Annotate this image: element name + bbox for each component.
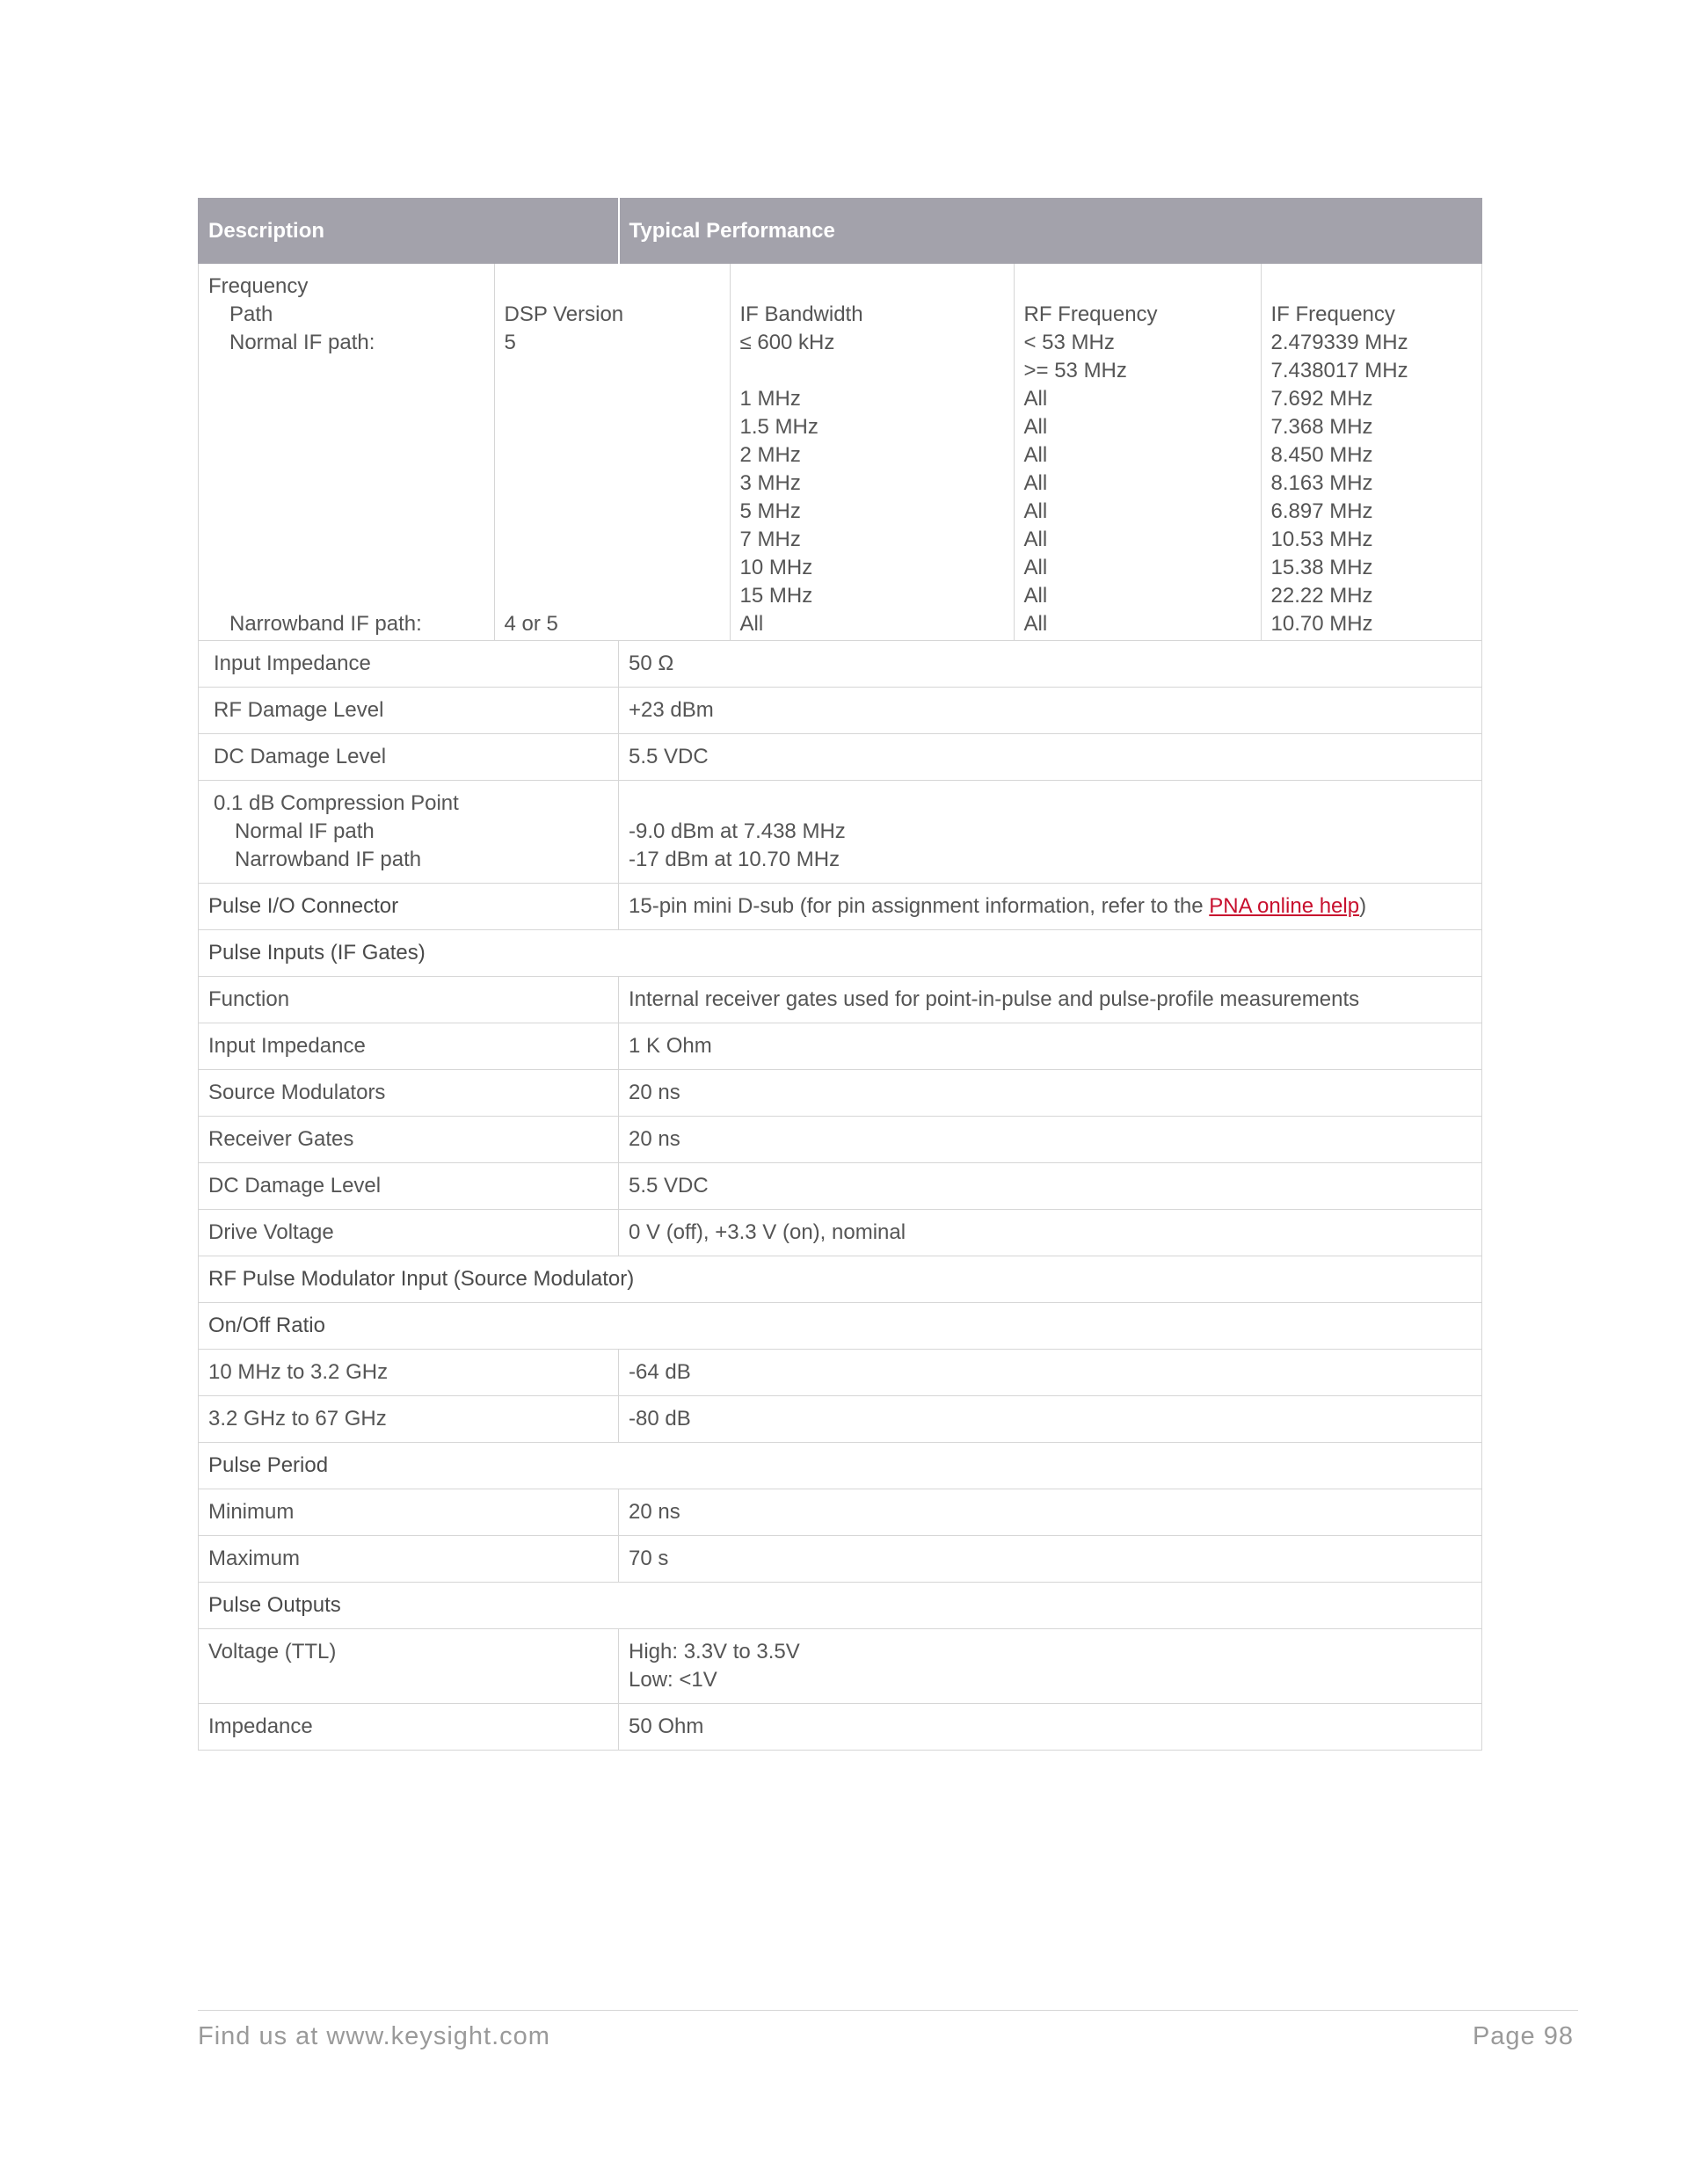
table-row: [199, 1443, 1482, 1489]
if-frequency-value: 10.70 MHz: [1270, 612, 1373, 636]
table-row: [199, 1350, 1482, 1396]
compression-normal-label: Normal IF path: [235, 819, 375, 843]
pulse-period-header: Pulse Period: [199, 1443, 1482, 1489]
frequency-cell: [199, 264, 1482, 641]
if-frequency-value: 8.450 MHz: [1270, 443, 1373, 467]
impedance-value: 50 Ohm: [619, 1704, 1482, 1751]
rf-frequency-value: All: [1023, 443, 1048, 467]
pulse-dc-damage-label: DC Damage Level: [199, 1163, 619, 1210]
rf-damage-level-label: RF Damage Level: [199, 688, 619, 734]
rf-frequency-value: All: [1023, 528, 1048, 551]
pulse-inputs-section-header: Pulse Inputs (IF Gates): [199, 930, 1482, 977]
minimum-value: 20 ns: [619, 1489, 1482, 1536]
rf-frequency-value: All: [1023, 415, 1048, 439]
input-impedance-label: Input Impedance: [199, 641, 619, 688]
if-bandwidth-value: 7 MHz: [739, 528, 801, 551]
drive-voltage-label: Drive Voltage: [199, 1210, 619, 1256]
table-row: [199, 1256, 1482, 1303]
function-value: Internal receiver gates used for point-in-pulse and pulse-profile measurements: [619, 977, 1482, 1023]
compression-normal-value: -9.0 dBm at 7.438 MHz: [629, 819, 846, 843]
if-bandwidth-value: ≤ 600 kHz: [739, 331, 835, 354]
table-row: [199, 1023, 1482, 1070]
if-bandwidth-value: 2 MHz: [739, 443, 801, 467]
table-row: [199, 1629, 1482, 1704]
footer-page-number: Page 98: [1472, 2022, 1574, 2050]
rf-frequency-value: < 53 MHz: [1023, 331, 1115, 354]
pulse-io-value-prefix: 15-pin mini D-sub (for pin assignment information, refer to the: [629, 894, 1210, 918]
on-off-ratio-header: On/Off Ratio: [199, 1303, 1482, 1350]
if-bandwidth-value: [740, 357, 1004, 385]
if-frequency-value: 8.163 MHz: [1270, 471, 1373, 495]
table-header-row: [199, 199, 1482, 264]
compression-point-values: [619, 781, 1482, 884]
if-frequency-value: 10.53 MHz: [1270, 528, 1373, 551]
voltage-ttl-values: [619, 1629, 1482, 1704]
rf-frequency-value: All: [1023, 471, 1048, 495]
dsp-version-normal: 5: [504, 331, 516, 354]
dc-damage-level-value: 5.5 VDC: [619, 734, 1482, 781]
impedance-label: Impedance: [199, 1704, 619, 1751]
voltage-ttl-low: Low: <1V: [629, 1668, 717, 1692]
voltage-ttl-label: Voltage (TTL): [199, 1629, 619, 1704]
pulse-dc-damage-value: 5.5 VDC: [619, 1163, 1482, 1210]
minimum-label: Minimum: [199, 1489, 619, 1536]
table-row: [199, 884, 1482, 930]
dsp-version-header: DSP Version: [504, 302, 624, 326]
on-off-range-1-value: -64 dB: [619, 1350, 1482, 1396]
table-row: [199, 1396, 1482, 1443]
dsp-version-column: [494, 264, 730, 640]
if-bandwidth-value: 10 MHz: [739, 556, 813, 579]
table-row: [199, 1117, 1482, 1163]
maximum-value: 70 s: [619, 1536, 1482, 1583]
table-row: [199, 734, 1482, 781]
header-description: Description: [199, 199, 619, 264]
table-row: [199, 930, 1482, 977]
narrowband-if-path-label: Narrowband IF path:: [229, 612, 422, 636]
function-label: Function: [199, 977, 619, 1023]
on-off-range-2-label: 3.2 GHz to 67 GHz: [199, 1396, 619, 1443]
table-row: [199, 1583, 1482, 1629]
rf-damage-level-value: +23 dBm: [619, 688, 1482, 734]
if-frequency-value: 2.479339 MHz: [1270, 331, 1408, 354]
compression-narrow-label: Narrowband IF path: [235, 848, 422, 871]
rf-frequency-value: All: [1023, 612, 1048, 636]
pulse-io-value-suffix: ): [1359, 894, 1367, 918]
if-bandwidth-value: 1.5 MHz: [739, 415, 819, 439]
if-bandwidth-value: 1 MHz: [739, 387, 801, 411]
frequency-desc-column: [199, 264, 494, 640]
rf-pulse-modulator-section-header: RF Pulse Modulator Input (Source Modulator): [199, 1256, 1482, 1303]
table-row: [199, 688, 1482, 734]
path-label: Path: [229, 302, 273, 326]
receiver-gates-value: 20 ns: [619, 1117, 1482, 1163]
table-row: [199, 1536, 1482, 1583]
pulse-input-impedance-label: Input Impedance: [199, 1023, 619, 1070]
voltage-ttl-high: High: 3.3V to 3.5V: [629, 1640, 800, 1663]
if-frequency-value: 7.368 MHz: [1270, 415, 1373, 439]
pulse-io-connector-value: [619, 884, 1482, 930]
if-bandwidth-column: [730, 264, 1014, 640]
table-row: [199, 1704, 1482, 1751]
pulse-outputs-header: Pulse Outputs: [199, 1583, 1482, 1629]
input-impedance-value: 50 Ω: [619, 641, 1482, 688]
if-frequency-column: [1261, 264, 1482, 640]
table-row: [199, 1163, 1482, 1210]
if-frequency-header: IF Frequency: [1270, 302, 1395, 326]
rf-frequency-value: All: [1023, 556, 1048, 579]
specifications-table: [198, 198, 1482, 1751]
compression-point-cell: [199, 781, 619, 884]
dsp-version-narrowband: 4 or 5: [504, 612, 558, 636]
drive-voltage-value: 0 V (off), +3.3 V (on), nominal: [619, 1210, 1482, 1256]
table-row: [199, 977, 1482, 1023]
if-bandwidth-value: All: [739, 612, 764, 636]
if-frequency-value: 6.897 MHz: [1270, 499, 1373, 523]
maximum-label: Maximum: [199, 1536, 619, 1583]
table-row: [199, 641, 1482, 688]
rf-frequency-header: RF Frequency: [1023, 302, 1158, 326]
if-frequency-value: 7.692 MHz: [1270, 387, 1373, 411]
if-frequency-value: 22.22 MHz: [1270, 584, 1373, 608]
frequency-row: [199, 264, 1482, 641]
table-row: [199, 1303, 1482, 1350]
if-bandwidth-value: 5 MHz: [739, 499, 801, 523]
rf-frequency-value: All: [1023, 499, 1048, 523]
rf-frequency-value: All: [1023, 387, 1048, 411]
table-row: [199, 1070, 1482, 1117]
dc-damage-level-label: DC Damage Level: [199, 734, 619, 781]
footer-website: Find us at www.keysight.com: [198, 2022, 550, 2050]
receiver-gates-label: Receiver Gates: [199, 1117, 619, 1163]
rf-frequency-column: [1014, 264, 1261, 640]
compression-narrow-value: -17 dBm at 10.70 MHz: [629, 848, 840, 871]
header-typical-performance: Typical Performance: [619, 199, 1482, 264]
pna-online-help-link[interactable]: PNA online help: [1209, 894, 1360, 918]
table-row: [199, 781, 1482, 884]
source-modulators-label: Source Modulators: [199, 1070, 619, 1117]
compression-point-label: 0.1 dB Compression Point: [214, 791, 459, 815]
frequency-title: Frequency: [208, 274, 309, 298]
if-bandwidth-header: IF Bandwidth: [739, 302, 863, 326]
if-bandwidth-value: 15 MHz: [739, 584, 813, 608]
frequency-subtable: [199, 264, 1482, 640]
table-row: [199, 1489, 1482, 1536]
if-bandwidth-value: 3 MHz: [739, 471, 801, 495]
if-frequency-value: 7.438017 MHz: [1270, 359, 1408, 382]
source-modulators-value: 20 ns: [619, 1070, 1482, 1117]
if-frequency-value: 15.38 MHz: [1270, 556, 1373, 579]
pulse-io-connector-label: Pulse I/O Connector: [199, 884, 619, 930]
normal-if-path-label: Normal IF path:: [229, 331, 375, 354]
rf-frequency-value: All: [1023, 584, 1048, 608]
on-off-range-1-label: 10 MHz to 3.2 GHz: [199, 1350, 619, 1396]
table-row: [199, 1210, 1482, 1256]
pulse-input-impedance-value: 1 K Ohm: [619, 1023, 1482, 1070]
rf-frequency-value: >= 53 MHz: [1023, 359, 1127, 382]
footer-divider: [198, 2010, 1578, 2011]
on-off-range-2-value: -80 dB: [619, 1396, 1482, 1443]
